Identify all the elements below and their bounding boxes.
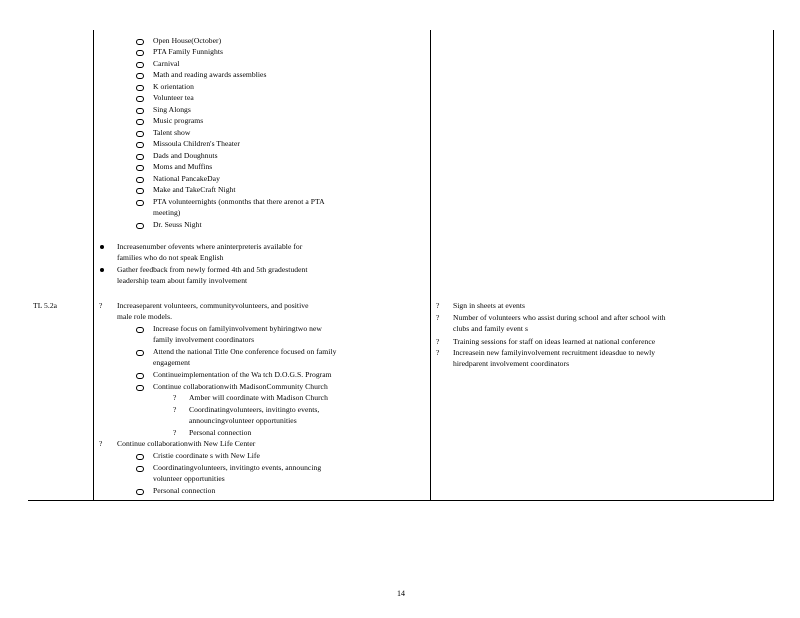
list-item-continuation: leadership team about family involvement xyxy=(117,276,248,285)
list-item: Missoula Children's Theater xyxy=(153,139,240,148)
strategy-sub: Attend the national Title One conference focused on family xyxy=(153,347,337,356)
question-bullet-icon: ? xyxy=(173,428,177,437)
circle-bullet-icon xyxy=(136,62,144,68)
strategy-subsub: Amber will coordinate with Madison Church xyxy=(189,393,328,402)
circle-bullet-icon xyxy=(136,466,144,472)
question-bullet-icon: ? xyxy=(436,337,440,346)
list-item: Make and TakeCraft Night xyxy=(153,185,236,194)
list-item: National PancakeDay xyxy=(153,174,220,183)
question-bullet-icon: ? xyxy=(436,348,440,357)
circle-bullet-icon xyxy=(136,454,144,460)
circle-bullet-icon xyxy=(136,85,144,91)
list-item-continuation: meeting) xyxy=(153,208,181,217)
strategy-sub-continuation: engagement xyxy=(153,358,191,367)
table-bottom-border xyxy=(28,500,774,501)
table-left-border xyxy=(93,30,94,501)
question-bullet-icon: ? xyxy=(436,313,440,322)
strategy-sub-continuation: volunteer opportunities xyxy=(153,474,225,483)
circle-bullet-icon xyxy=(136,188,144,194)
bullet-icon xyxy=(100,268,104,272)
circle-bullet-icon xyxy=(136,108,144,114)
circle-bullet-icon xyxy=(136,200,144,206)
list-item: Music programs xyxy=(153,116,204,125)
list-item-continuation: families who do not speak English xyxy=(117,253,224,262)
circle-bullet-icon xyxy=(136,39,144,45)
question-bullet-icon: ? xyxy=(436,301,440,310)
circle-bullet-icon xyxy=(136,385,144,391)
circle-bullet-icon xyxy=(136,327,144,333)
page-number: 14 xyxy=(397,589,405,598)
bullet-icon xyxy=(100,245,104,249)
list-item: Gather feedback from newly formed 4th and 5th gradestudent xyxy=(117,265,308,274)
row-label: TL 5.2a xyxy=(33,301,58,310)
list-item: Open House(October) xyxy=(153,36,222,45)
evidence-item: Number of volunteers who assist during school and after school with xyxy=(453,313,666,322)
question-bullet-icon: ? xyxy=(173,405,177,414)
evidence-item: Training sessions for staff on ideas learned at national conference xyxy=(453,337,656,346)
strategy-sub: Coordinatingvolunteers, invitingto events, announcing xyxy=(153,463,322,472)
list-item: Carnival xyxy=(153,59,180,68)
circle-bullet-icon xyxy=(136,489,144,495)
circle-bullet-icon xyxy=(136,154,144,160)
circle-bullet-icon xyxy=(136,73,144,79)
list-item: Dr. Seuss Night xyxy=(153,220,202,229)
question-bullet-icon: ? xyxy=(99,301,103,310)
circle-bullet-icon xyxy=(136,177,144,183)
list-item: Increasenumber ofevents where aninterpreteris available for xyxy=(117,242,303,251)
table-middle-border xyxy=(430,30,431,501)
strategy-subsub: Coordinatingvolunteers, invitingto events, xyxy=(189,405,320,414)
table-right-border xyxy=(773,30,774,501)
evidence-item-continuation: clubs and family event s xyxy=(453,324,529,333)
strategy-sub-continuation: family involvement coordinators xyxy=(153,335,255,344)
list-item: Moms and Muffins xyxy=(153,162,213,171)
evidence-item: Sign in sheets at events xyxy=(453,301,526,310)
strategy-sub: Continueimplementation of the Wa tch D.O.G.S. Program xyxy=(153,370,332,379)
strategy-sub: Personal connection xyxy=(153,486,216,495)
circle-bullet-icon xyxy=(136,96,144,102)
circle-bullet-icon xyxy=(136,373,144,379)
question-bullet-icon: ? xyxy=(99,439,103,448)
list-item: Talent show xyxy=(153,128,191,137)
strategy-subsub: Personal connection xyxy=(189,428,252,437)
strategy-sub: Continue collaborationwith MadisonCommunity Church xyxy=(153,382,328,391)
circle-bullet-icon xyxy=(136,119,144,125)
strategy-main: Increaseparent volunteers, communityvolunteers, and positive xyxy=(117,301,309,310)
strategy-main-continuation: male role models. xyxy=(117,312,173,321)
circle-bullet-icon xyxy=(136,131,144,137)
evidence-item: Increasein new familyinvolvement recruitment ideasdue to newly xyxy=(453,348,656,357)
list-item: Sing Alongs xyxy=(153,105,191,114)
list-item: Volunteer tea xyxy=(153,93,194,102)
circle-bullet-icon xyxy=(136,223,144,229)
list-item: Dads and Doughnuts xyxy=(153,151,218,160)
circle-bullet-icon xyxy=(136,165,144,171)
question-bullet-icon: ? xyxy=(173,393,177,402)
circle-bullet-icon xyxy=(136,142,144,148)
circle-bullet-icon xyxy=(136,50,144,56)
evidence-item-continuation: hiredparent involvement coordinators xyxy=(453,359,570,368)
strategy-main: Continue collaborationwith New Life Center xyxy=(117,439,256,448)
circle-bullet-icon xyxy=(136,350,144,356)
list-item: PTA Family Funnights xyxy=(153,47,224,56)
strategy-sub: Cristie coordinate s with New Life xyxy=(153,451,260,460)
list-item: Math and reading awards assemblies xyxy=(153,70,267,79)
strategy-subsub-continuation: announcingvolunteer opportunities xyxy=(189,416,297,425)
list-item: K orientation xyxy=(153,82,194,91)
list-item: PTA volunteernights (onmonths that there arenot a PTA xyxy=(153,197,325,206)
strategy-sub: Increase focus on familyinvolvement byhiringtwo new xyxy=(153,324,322,333)
